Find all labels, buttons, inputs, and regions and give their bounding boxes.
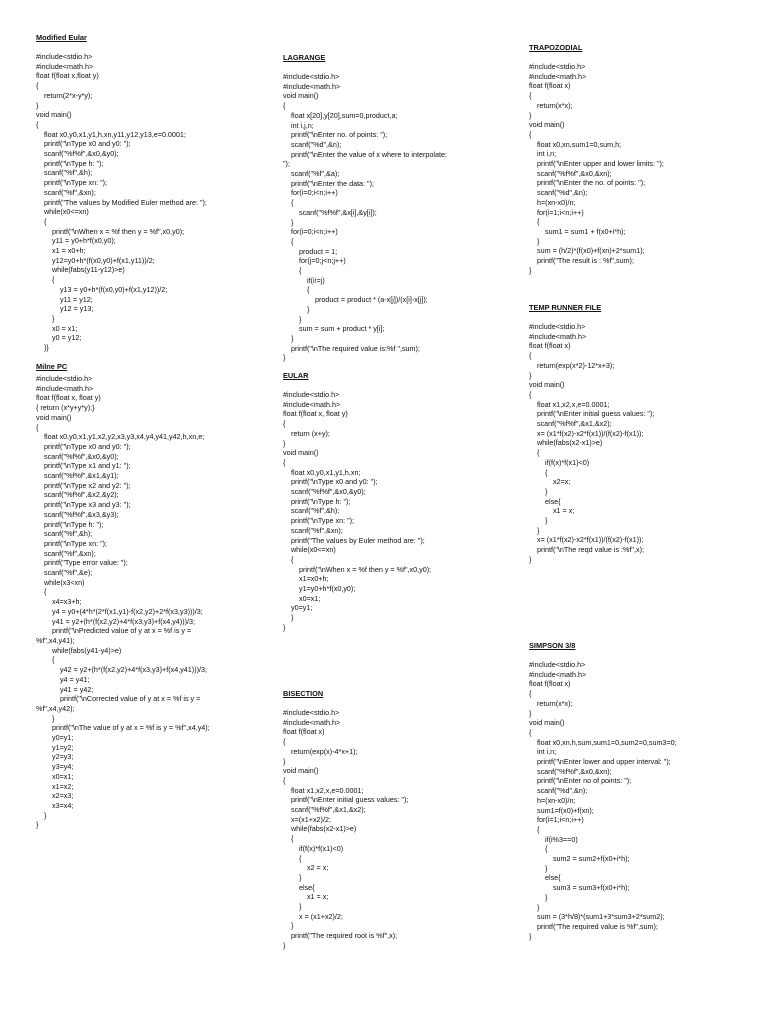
code-line: printf("\nEnter the data: "); — [283, 178, 374, 188]
code-line: y13 = y0+h*(f(x0,y0)+f(x1,y12))/2; — [36, 284, 168, 294]
code-line: y41 = y2+(h*(f(x2,y2)+4*f(x3,y3)+f(x4,y4)))/3; — [36, 616, 195, 626]
code-line: y12 = y13; — [36, 304, 94, 314]
code-line: if(i%3==0) — [529, 834, 578, 844]
code-line: printf("\nWhen x = %f then y = %f",x0,y0); — [36, 226, 185, 236]
code-line: printf("\nEnter upper and lower limits: "); — [529, 159, 664, 169]
code-line: float f(float x, float y) — [283, 409, 348, 419]
code-line: if(i!=j) — [283, 275, 325, 285]
code-line: } — [283, 622, 286, 632]
code-line: { — [283, 737, 286, 747]
code-line: } — [283, 217, 294, 227]
code-line: #include<stdio.h> — [36, 374, 93, 383]
code-line: } — [283, 353, 286, 363]
code-line: { — [529, 351, 532, 361]
code-line: #include<math.h> — [529, 71, 587, 81]
code-line: printf("\nEnter no. of points: "); — [283, 130, 388, 140]
code-line: { — [283, 285, 310, 295]
code-line: y1=y0+h*f(x0,y0); — [283, 584, 356, 594]
code-line: } — [283, 921, 294, 931]
code-line: while(fabs(y11-y12)>e) — [36, 265, 125, 275]
code-line: void main() — [529, 120, 565, 130]
code-line: y0=y1; — [36, 733, 74, 743]
code-line: else{ — [283, 882, 315, 892]
code-line: #include<math.h> — [529, 331, 587, 341]
code-line: } — [529, 931, 532, 941]
code-line: float x1,x2,x,e=0.0001; — [529, 399, 610, 409]
code-line: { — [283, 853, 302, 863]
code-line: scanf("%f",&xn); — [283, 525, 343, 535]
section-title: SIMPSON 3/8 — [529, 641, 576, 650]
code-line: scanf("%d",&n); — [283, 139, 342, 149]
code-line: printf("\nType x3 and y3: "); — [36, 500, 131, 510]
section-title: LAGRANGE — [283, 53, 326, 62]
code-line: while(x3<xn) — [36, 577, 85, 587]
code-line: void main() — [36, 412, 72, 422]
code-line: } — [529, 516, 548, 526]
code-line: { — [529, 217, 540, 227]
code-line: { — [529, 467, 548, 477]
code-line: { — [529, 448, 540, 458]
code-line: { — [36, 216, 47, 226]
code-line: x3=x4; — [36, 800, 74, 810]
code-line: } — [529, 708, 532, 718]
code-line: { — [36, 275, 55, 285]
section-title: EULAR — [283, 371, 309, 380]
code-line: while(fabs(x2-x1)>e) — [283, 824, 357, 834]
code-line: x4=x3+h; — [36, 597, 82, 607]
code-line: { — [529, 91, 532, 101]
code-line: float f(float x) — [283, 727, 325, 737]
code-line: printf("Type error value: "); — [36, 558, 128, 568]
code-line: h=(xn-x0)/n; — [529, 197, 576, 207]
code-line: y4 = y41; — [36, 674, 90, 684]
code-line: return(exp(x)-4*x+1); — [283, 746, 358, 756]
code-line: y1=y2; — [36, 742, 74, 752]
code-line: #include<stdio.h> — [283, 72, 340, 81]
code-line: } — [529, 110, 532, 120]
code-line: } — [283, 438, 286, 448]
code-line: y3=y4; — [36, 762, 74, 772]
section-modified-euler — [36, 33, 266, 353]
code-line: float f(float x,float y) — [36, 71, 99, 81]
code-line: x = (x1+x2)/2; — [283, 911, 343, 921]
code-line: scanf("%f%f",&x3,&y3); — [36, 509, 119, 519]
code-line: h=(xn-x0)/n; — [529, 795, 576, 805]
code-line: x0 = x1; — [36, 323, 78, 333]
code-line: #include<math.h> — [283, 399, 341, 409]
code-line: { — [283, 101, 286, 111]
code-line: #include<math.h> — [283, 717, 341, 727]
code-line: } — [529, 525, 540, 535]
code-line: scanf("%f",&xn); — [36, 187, 96, 197]
code-line: float f(float x) — [529, 679, 571, 689]
code-line: float x0,y0,x1,y1,h,xn,y11,y12,y13,e=0.0001; — [36, 129, 186, 139]
code-line: } — [283, 902, 302, 912]
code-line: scanf("%f",&a); — [283, 169, 340, 179]
code-line: scanf("%f%f",&x0,&y0); — [36, 451, 119, 461]
code-line: y0=y1; — [283, 603, 313, 613]
code-line: { — [283, 236, 294, 246]
code-line: } — [529, 863, 548, 873]
code-line: printf("\nEnter lower and upper interval: "); — [529, 757, 671, 767]
code-line: y11 = y0+h*f(x0,y0); — [36, 236, 116, 246]
code-line: { — [36, 587, 47, 597]
code-line: void main() — [283, 448, 319, 458]
code-line: scanf("%f%f",&x1,&x2); — [529, 419, 612, 429]
code-line: { — [529, 727, 532, 737]
code-line: y2=y3; — [36, 752, 74, 762]
code-line: x= (x1*f(x2)-x2*f(x1))/(f(x2)-f(x1)); — [529, 535, 644, 545]
code-line: x=(x1+x2)/2; — [283, 814, 331, 824]
code-line: { — [36, 655, 55, 665]
code-line: scanf("%f%f",&x0,&y0); — [283, 487, 366, 497]
code-line: while(fabs(y41-y4)>e) — [36, 645, 122, 655]
code-line: printf("\nEnter initial guess values: "); — [529, 409, 655, 419]
code-line: } — [529, 370, 532, 380]
code-line: } — [283, 872, 302, 882]
code-line: } — [36, 810, 47, 820]
code-line: scanf("%f%f",&x[i],&y[i]); — [283, 207, 377, 217]
code-line: printf("\nThe reqd value is :%f",x); — [529, 545, 644, 555]
code-line: x2 = x; — [283, 863, 329, 873]
code-line: x1 = x; — [283, 892, 329, 902]
code-line: printf("\nType h: "); — [283, 496, 351, 506]
code-line: float x0,xn,sum1=0,sum,h; — [529, 139, 622, 149]
code-line: } — [529, 902, 540, 912]
code-line: #include<math.h> — [283, 81, 341, 91]
code-line: } — [36, 313, 55, 323]
code-line: if(f(x)*f(x1)<0) — [529, 457, 590, 467]
code-line: #include<math.h> — [36, 61, 94, 71]
code-line: else{ — [529, 496, 561, 506]
code-line: #include<math.h> — [36, 383, 94, 393]
code-line: float f(float x) — [529, 81, 571, 91]
code-line: return(2*x-y*y); — [36, 90, 93, 100]
code-line: int i,n; — [529, 747, 557, 757]
code-line: printf("\nType h: "); — [36, 519, 104, 529]
code-line: } — [283, 940, 286, 950]
code-line: { — [36, 119, 39, 129]
code-line: scanf("%f",&e); — [36, 568, 93, 578]
code-line: } — [36, 713, 55, 723]
section-title: TRAPOZODIAL — [529, 43, 583, 52]
code-line: printf("\nThe required value is:%f ",sum); — [283, 343, 420, 353]
code-line: sum = sum + product * y[i]; — [283, 324, 385, 334]
code-line: x0=x1; — [283, 593, 321, 603]
code-line: int i,n; — [529, 149, 557, 159]
code-line: { — [283, 457, 286, 467]
code-line: for(j=0;j<n;j++) — [283, 256, 346, 266]
code-line: for(i=0;i<n;i++) — [283, 227, 338, 237]
code-line: #include<math.h> — [529, 669, 587, 679]
code-line: sum1 = sum1 + f(x0+i*h); — [529, 226, 626, 236]
code-line: sum = (h/2)*(f(x0)+f(xn)+2*sum1); — [529, 246, 645, 256]
code-line: printf("\nEnter initial guess values: "); — [283, 795, 409, 805]
code-line: { — [529, 844, 548, 854]
code-line: for(i=1;i<n;i++) — [529, 207, 584, 217]
code-line: float x0,xn,h,sum,sum1=0,sum2=0,sum3=0; — [529, 737, 677, 747]
code-line: return(exp(x*2)-12*x+3); — [529, 360, 615, 370]
code-line: "); — [283, 159, 290, 169]
code-line: #include<stdio.h> — [36, 52, 93, 61]
code-line: %f",x4,y41); — [36, 635, 75, 645]
code-line: { return (x*y+y*y);} — [36, 403, 95, 413]
code-block — [283, 390, 523, 633]
code-line: scanf("%f%f",&x1,&y1); — [36, 471, 119, 481]
code-line: printf("\nType x0 and y0: "); — [36, 441, 131, 451]
code-line: void main() — [529, 380, 565, 390]
code-line: while(fabs(x2-x1)>e) — [529, 438, 603, 448]
code-line: printf("The values by Euler method are: "); — [283, 535, 425, 545]
code-line: float x1,x2,x,e=0.0001; — [283, 785, 364, 795]
code-line: y0 = y12; — [36, 333, 82, 343]
code-line: scanf("%f%f",&x0,&xn); — [529, 168, 612, 178]
code-line: { — [529, 389, 532, 399]
code-line: scanf("%f",&h); — [36, 168, 93, 178]
section-title: Modified Eular — [36, 33, 87, 42]
code-line: x= (x1*f(x2)-x2*f(x1))/(f(x2)-f(x1)); — [529, 428, 644, 438]
code-line: printf("The required root is %f",x); — [283, 931, 398, 941]
code-line: while(x0<=xn) — [283, 545, 336, 555]
code-line: scanf("%f%f",&x0,&y0); — [36, 149, 119, 159]
code-line: } — [529, 265, 532, 275]
code-line: { — [283, 775, 286, 785]
code-line: %f",x4,y42); — [36, 703, 75, 713]
code-block — [283, 72, 523, 363]
code-line: printf("\nCorrected value of y at x = %f is y = — [36, 694, 201, 704]
code-line: int i,j,n; — [283, 120, 314, 130]
code-line: float x[20],y[20],sum=0,product,a; — [283, 110, 398, 120]
code-line: printf("The values by Modified Euler method are: "); — [36, 197, 207, 207]
code-line: product = 1; — [283, 246, 338, 256]
code-line: printf("The required value is %f",sum); — [529, 921, 658, 931]
code-line: { — [283, 198, 294, 208]
section-milne-pc — [36, 362, 276, 830]
code-block — [36, 374, 276, 830]
code-line: } — [283, 304, 310, 314]
section-bisection — [283, 689, 523, 951]
code-line: float x0,y0,x1,y1,h,xn; — [283, 467, 361, 477]
code-line: sum3 = sum3+f(x0+i*h); — [529, 883, 630, 893]
code-line: x1=x2; — [36, 781, 74, 791]
code-line: float f(float x, float y) — [36, 393, 101, 403]
code-line: y4 = y0+(4*h*(2*f(x1,y1)-f(x2,y2)+2*f(x3,y3)))/3; — [36, 606, 203, 616]
code-line: } — [283, 613, 294, 623]
code-line: } — [36, 820, 39, 830]
code-line: { — [283, 554, 294, 564]
code-line: while(x0<=xn) — [36, 207, 89, 217]
code-line: scanf("%f",&h); — [36, 529, 93, 539]
code-line: void main() — [36, 110, 72, 120]
code-line: printf("\nType x1 and y1: "); — [36, 461, 131, 471]
code-line: x1 = x0+h; — [36, 246, 86, 256]
code-line: } — [283, 314, 302, 324]
code-line: } — [529, 892, 548, 902]
code-line: { — [36, 422, 39, 432]
section-simpson-3-8 — [529, 641, 761, 941]
code-line: printf("\nType x2 and y2: "); — [36, 480, 131, 490]
code-line: scanf("%f%f",&x2,&y2); — [36, 490, 119, 500]
code-line: return (x+y); — [283, 428, 330, 438]
code-line: scanf("%f%f",&x1,&x2); — [283, 805, 366, 815]
code-line: printf("\nEnter no of points: "); — [529, 776, 632, 786]
code-line: printf("\nEnter the value of x where to interpolate: — [283, 149, 447, 159]
code-line: void main() — [283, 91, 319, 101]
code-line: printf("\nType h: "); — [36, 158, 104, 168]
code-line: } — [36, 100, 39, 110]
code-line: x1 = x; — [529, 506, 575, 516]
code-line: #include<stdio.h> — [529, 62, 586, 71]
section-title: TEMP RUNNER FILE — [529, 303, 602, 312]
code-line: } — [529, 236, 540, 246]
code-line: #include<stdio.h> — [529, 322, 586, 331]
code-line: for(i=1;i<n;i++) — [529, 815, 584, 825]
code-block — [529, 322, 761, 565]
code-line: y41 = y42; — [36, 684, 94, 694]
code-line: void main() — [529, 718, 565, 728]
code-line: else{ — [529, 873, 561, 883]
code-line: float x0,y0,x1,y1,x2,y2,x3,y3,x4,y4,y41,y42,h,xn,e; — [36, 432, 205, 442]
code-line: return(x*x); — [529, 698, 573, 708]
code-line: printf("\nPredicted value of y at x = %f is y = — [36, 626, 192, 636]
code-line: printf("The result is : %f",sum); — [529, 256, 634, 266]
code-block — [529, 660, 761, 941]
code-line: scanf("%d",&n); — [529, 188, 588, 198]
code-line: product = product * (a-x[j])/(x[i]-x[j]); — [283, 295, 428, 305]
code-line: x2=x; — [529, 477, 571, 487]
code-line: } — [283, 756, 286, 766]
code-line: { — [529, 689, 532, 699]
code-line: #include<stdio.h> — [283, 708, 340, 717]
code-line: }} — [36, 343, 49, 353]
code-line: { — [529, 824, 540, 834]
code-line: printf("\nType xn: "); — [36, 538, 108, 548]
code-line: { — [283, 419, 286, 429]
code-line: y12=y0+h*(f(x0,y0)+f(x1,y11))/2; — [36, 255, 155, 265]
section-temp-runner-file — [529, 303, 761, 565]
code-line: } — [529, 554, 532, 564]
code-line: printf("\nThe value of y at x = %f is y = %f",x4,y4); — [36, 723, 210, 733]
code-line: scanf("%f",&h); — [283, 506, 340, 516]
code-line: printf("\nType xn: "); — [283, 516, 355, 526]
code-line: { — [283, 834, 294, 844]
code-line: scanf("%f",&xn); — [36, 548, 96, 558]
code-block — [283, 708, 523, 951]
section-title: BISECTION — [283, 689, 324, 698]
code-block — [36, 52, 266, 353]
code-line: return(x*x); — [529, 100, 573, 110]
code-line: sum = (3*h/8)*(sum1+3*sum3+2*sum2); — [529, 912, 665, 922]
code-line: printf("\nType xn: "); — [36, 178, 108, 188]
code-line: y42 = y2+(h*(f(x2,y2)+4*f(x3,y3)+f(x4,y41)))/3; — [36, 665, 207, 675]
code-line: printf("\nType x0 and y0: "); — [36, 139, 131, 149]
code-line: if(f(x)*f(x1)<0) — [283, 843, 344, 853]
code-line: { — [283, 266, 302, 276]
code-line: x2=x3; — [36, 791, 74, 801]
code-line: printf("\nType x0 and y0: "); — [283, 477, 378, 487]
code-line: sum1=f(x0)+f(xn); — [529, 805, 594, 815]
code-line: { — [529, 129, 532, 139]
code-line: { — [36, 81, 39, 91]
code-line: scanf("%f%f",&x0,&xn); — [529, 766, 612, 776]
code-line: scanf("%d",&n); — [529, 786, 588, 796]
code-line: #include<stdio.h> — [529, 660, 586, 669]
code-line: void main() — [283, 766, 319, 776]
code-line: float f(float x) — [529, 341, 571, 351]
code-line: y11 = y12; — [36, 294, 93, 304]
code-line: #include<stdio.h> — [283, 390, 340, 399]
code-line: sum2 = sum2+f(x0+i*h); — [529, 854, 630, 864]
code-line: } — [283, 333, 294, 343]
section-trapozodial — [529, 43, 761, 275]
section-lagrange — [283, 53, 523, 363]
code-line: x0=x1; — [36, 771, 74, 781]
code-line: } — [529, 486, 548, 496]
code-block — [529, 62, 761, 275]
code-line: x1=x0+h; — [283, 574, 329, 584]
code-line: for(i=0;i<n;i++) — [283, 188, 338, 198]
section-eular — [283, 371, 523, 633]
code-line: printf("\nEnter the no. of points: "); — [529, 178, 646, 188]
section-title: Milne PC — [36, 362, 68, 371]
code-line: printf("\nWhen x = %f then y = %f",x0,y0); — [283, 564, 432, 574]
